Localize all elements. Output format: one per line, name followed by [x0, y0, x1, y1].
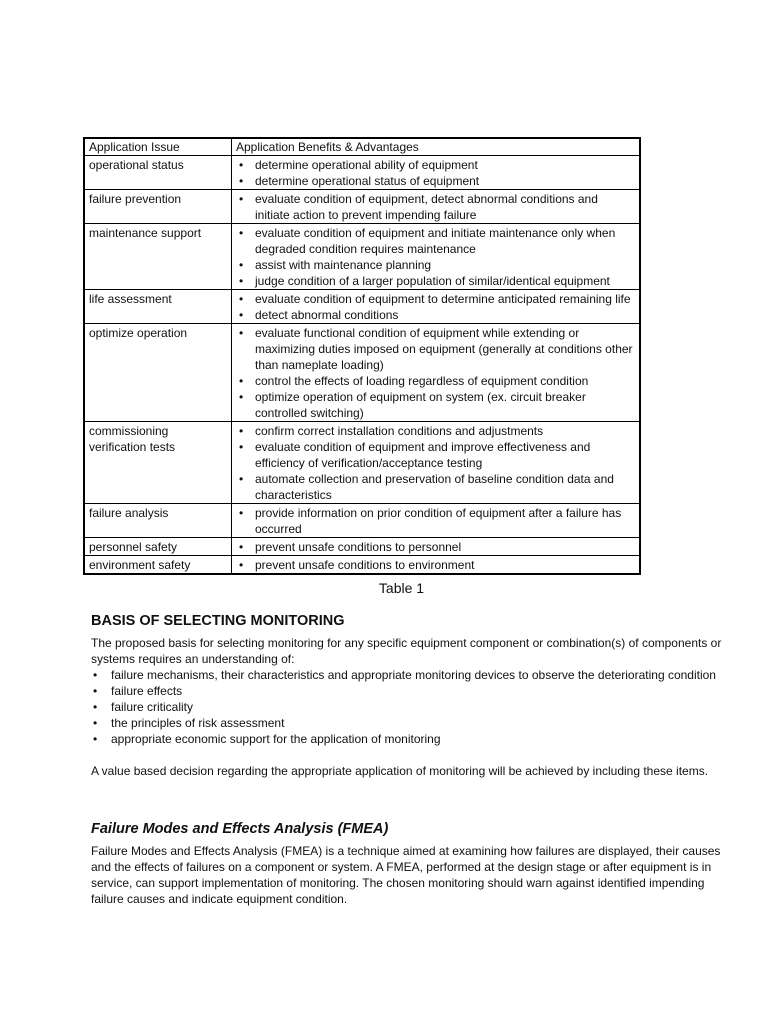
fmea-body: Failure Modes and Effects Analysis (FMEA) is a technique aimed at examining how failures are displayed, their causes and the effects of failures on a component or system. A FMEA, performed at the design stage or after equipment is in service, can support implementation of monitoring. The chosen monitoring should warn against identified impending failure causes and indicate equipment condition.: [91, 844, 721, 906]
table-row: [84, 290, 640, 324]
benefit-item: • prevent unsafe conditions to environment: [236, 557, 635, 573]
benefits-list: [236, 325, 635, 421]
table-row: [84, 422, 640, 504]
benefits-list: [236, 225, 635, 289]
table-row: [84, 504, 640, 538]
criteria-item: • failure effects: [91, 683, 731, 699]
benefits-cell: [232, 190, 641, 224]
issue-cell: life assessment: [84, 290, 232, 324]
benefits-list: [236, 191, 635, 223]
issue-cell: optimize operation: [84, 324, 232, 422]
basis-intro: The proposed basis for selecting monitoring for any specific equipment component or combination(s) of components or systems requires an understanding of:: [91, 636, 722, 666]
section-heading-basis: BASIS OF SELECTING MONITORING: [91, 613, 345, 629]
issue-cell: maintenance support: [84, 224, 232, 290]
table-row: [84, 556, 640, 575]
benefit-item: • evaluate condition of equipment to determine anticipated remaining life: [236, 291, 635, 307]
section-heading-fmea: Failure Modes and Effects Analysis (FMEA): [91, 821, 389, 837]
benefits-cell: [232, 324, 641, 422]
criteria-item: • failure mechanisms, their characteristics and appropriate monitoring devices to observe the deteriorating condition: [91, 667, 731, 683]
header-issue: Application Issue: [84, 138, 232, 156]
table-row: [84, 224, 640, 290]
issue-cell: commissioning verification tests: [84, 422, 232, 504]
benefits-cell: [232, 556, 641, 575]
benefits-cell: [232, 504, 641, 538]
table-row: [84, 190, 640, 224]
benefit-item: • confirm correct installation conditions and adjustments: [236, 423, 635, 439]
table-row: [84, 538, 640, 556]
issue-cell: operational status: [84, 156, 232, 190]
benefit-item: • provide information on prior condition of equipment after a failure has occurred: [236, 505, 635, 537]
benefit-item: • evaluate condition of equipment and initiate maintenance only when degraded condition requires maintenance: [236, 225, 635, 257]
issue-cell: failure analysis: [84, 504, 232, 538]
benefit-item: • optimize operation of equipment on system (ex. circuit breaker controlled switching): [236, 389, 635, 421]
benefit-item: • determine operational ability of equipment: [236, 157, 635, 173]
benefits-list: [236, 557, 635, 573]
criteria-list: [91, 667, 731, 747]
benefits-list: [236, 157, 635, 189]
benefits-cell: [232, 422, 641, 504]
benefits-list: [236, 539, 635, 555]
benefits-list: [236, 505, 635, 537]
benefit-item: • assist with maintenance planning: [236, 257, 635, 273]
benefit-item: • evaluate condition of equipment, detect abnormal conditions and initiate action to prevent impending failure: [236, 191, 635, 223]
benefit-item: • prevent unsafe conditions to personnel: [236, 539, 635, 555]
benefits-cell: [232, 156, 641, 190]
benefits-list: [236, 291, 635, 323]
criteria-item: • the principles of risk assessment: [91, 715, 731, 731]
benefit-item: • evaluate condition of equipment and improve effectiveness and efficiency of verification/acceptance testing: [236, 439, 635, 471]
table-caption: Table 1: [378, 580, 425, 596]
section-basis-body: [91, 635, 731, 779]
table-row: [84, 156, 640, 190]
table-row: [84, 324, 640, 422]
basis-closing: A value based decision regarding the appropriate application of monitoring will be achieved by including these items.: [91, 764, 709, 778]
benefit-item: • determine operational status of equipment: [236, 173, 635, 189]
issue-cell: environment safety: [84, 556, 232, 575]
benefit-item: • judge condition of a larger population of similar/identical equipment: [236, 273, 635, 289]
header-benefits: Application Benefits & Advantages: [232, 138, 641, 156]
benefits-cell: [232, 290, 641, 324]
benefits-cell: [232, 224, 641, 290]
benefits-cell: [232, 538, 641, 556]
benefit-item: • control the effects of loading regardless of equipment condition: [236, 373, 635, 389]
table-header-row: [84, 138, 640, 156]
benefit-item: • detect abnormal conditions: [236, 307, 635, 323]
application-table: [83, 137, 641, 575]
issue-cell: personnel safety: [84, 538, 232, 556]
benefit-item: • evaluate functional condition of equipment while extending or maximizing duties imposed on equipment (generally at conditions other than nameplate loading): [236, 325, 635, 373]
issue-cell: failure prevention: [84, 190, 232, 224]
criteria-item: • failure criticality: [91, 699, 731, 715]
benefits-list: [236, 423, 635, 503]
criteria-item: • appropriate economic support for the application of monitoring: [91, 731, 731, 747]
benefit-item: • automate collection and preservation of baseline condition data and characteristics: [236, 471, 635, 503]
